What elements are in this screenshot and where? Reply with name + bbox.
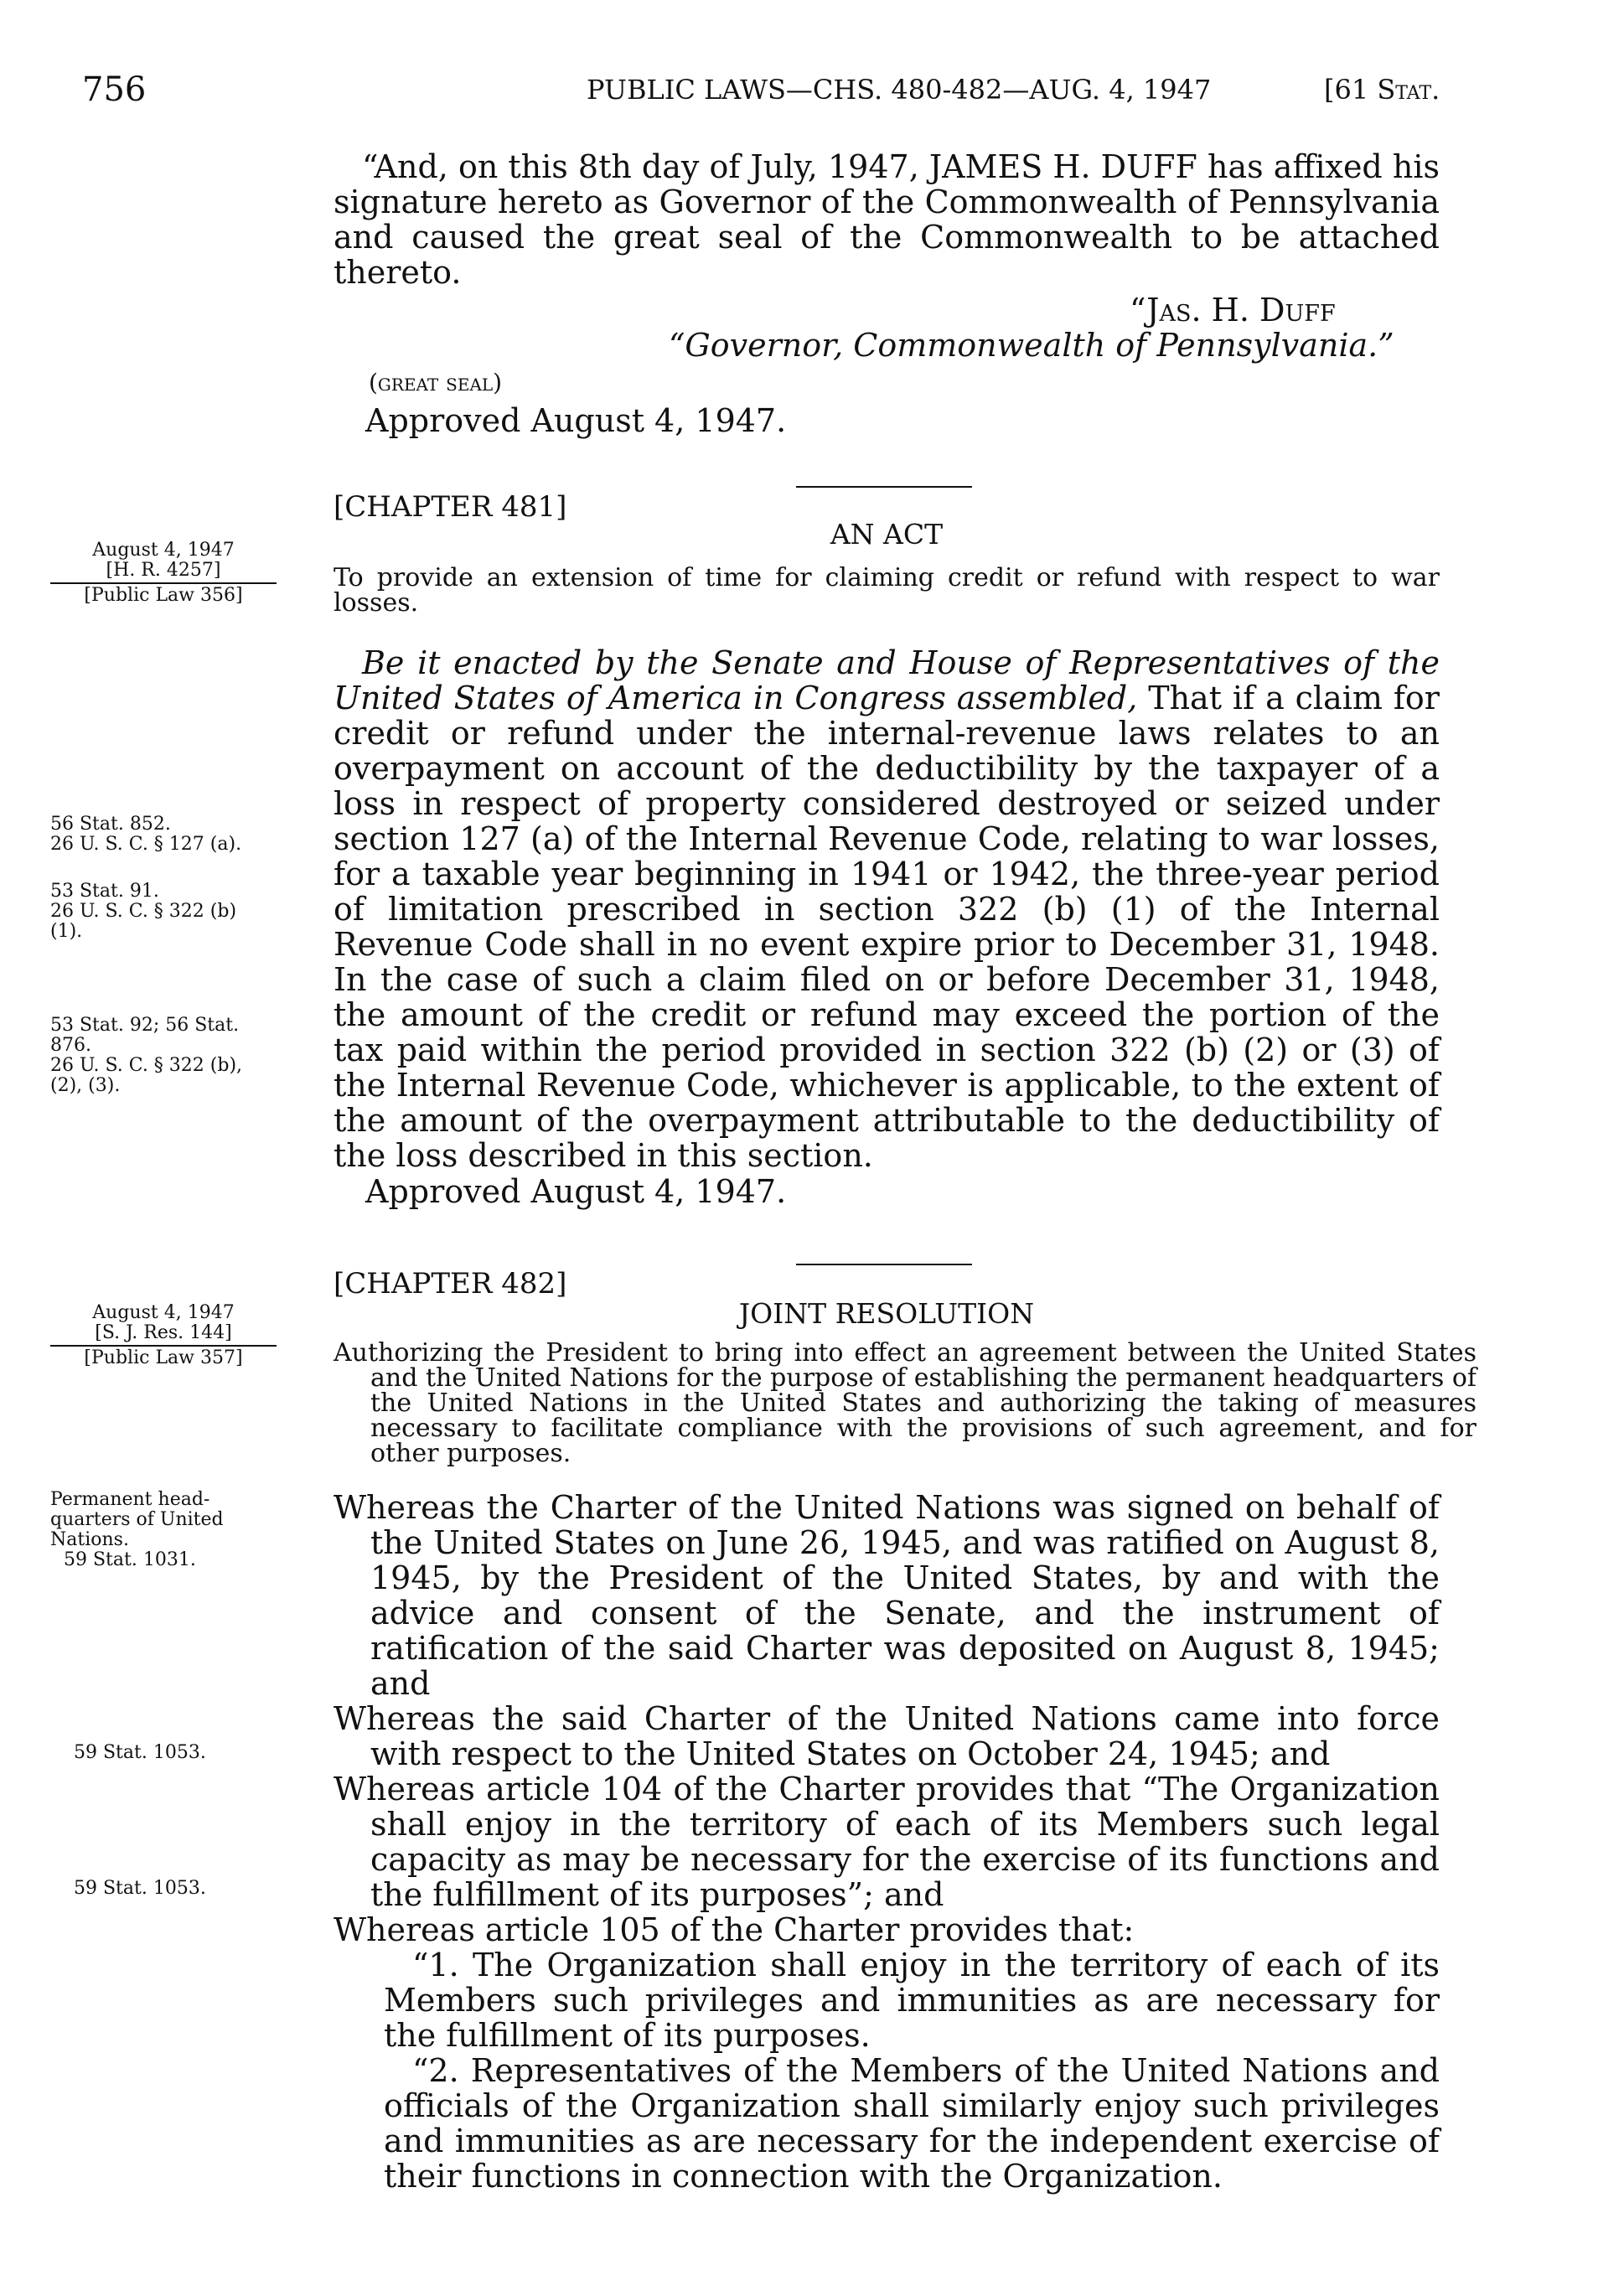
great-seal-notation: (great seal) [369, 369, 503, 396]
margin-rule [50, 582, 277, 584]
chapter-481-approved: Approved August 4, 1947. [365, 1173, 787, 1210]
chapter-482-label: [CHAPTER 482] [334, 1267, 567, 1301]
chapter-481-text: That if a claim for credit or refund under the internal-revenue laws relates to an overpayment on account of the deductibility by the taxpayer of a loss in respect of property considered destroyed or seized under section 127 (a) of the Internal Revenue Code, relating to war losses, for a taxable year beginning in 1941 or 1942, the three-year period of limitation prescribed in section 322 (b) (1) of the Internal Revenue Code shall in no event expire prior to December 31, 1948. In the case of such a claim filed on or before December 31, 1948, the amount of the credit or refund may exceed the portion of the tax paid within the period provided in section 322 (b) (2) or (3) of the Internal Revenue Code, whichever is applicable, to the extent of the amount of the overpayment attributable to the deductibility of the loss described in this section. [334, 680, 1440, 1174]
signature-title: “Governor, Commonwealth of Pennsylvania.” [669, 327, 1394, 364]
section-divider [796, 486, 972, 488]
margin-bill-number: [S. J. Res. 144] [95, 1322, 232, 1343]
chapter-482-margin-citation [50, 1303, 277, 1368]
margin-public-law: [Public Law 356] [84, 585, 243, 606]
quoted-paragraph-1: “1. The Organization shall enjoy in the territory of each of its Members such privileges and immunities as are necessary for the fulfillment of its purposes. [384, 1947, 1440, 2054]
margin-note-article-105: 59 Stat. 1053. [74, 1878, 206, 1899]
margin-date: August 4, 1947 [92, 1302, 235, 1323]
chapter-481-label: [CHAPTER 481] [334, 490, 567, 524]
margin-note-limitation: 53 Stat. 91. 26 U. S. C. § 322 (b) (1). [50, 881, 237, 942]
margin-note-headquarters: Permanent head- quarters of United Nations. 59 Stat. 1031. [50, 1489, 224, 1570]
margin-note-war-losses: 56 Stat. 852. 26 U. S. C. § 127 (a). [50, 814, 242, 855]
section-divider [796, 1264, 972, 1265]
chapter-482-caption: Authorizing the President to bring into effect an agreement between the United States and the United Nations for the purpose of establishing the permanent headquarters of the United Nations in the United States and authorizing the taking of measures necessary to facilitate compliance with the provisions of such agreement, and for other purposes. [334, 1338, 1476, 1468]
margin-rule [50, 1345, 277, 1347]
closing-paragraph: “And, on this 8th day of July, 1947, JAMES H. DUFF has affixed his signature hereto as Governor of the Commonwealth of Pennsylvania and caused the great seal of the Commonwealth to be attached thereto. [334, 148, 1440, 291]
whereas-clause-2: Whereas the said Charter of the United Nations came into force with respect to the United States on October 24, 1945; and [334, 1700, 1440, 1772]
chapter-482-body [334, 1490, 1440, 2194]
chapter-481-act-title: AN ACT [830, 518, 944, 551]
whereas-clause-1: Whereas the Charter of the United Nations was signed on behalf of the United States on June 26, 1945, and was ratified on August 8, 1945, by the President of the United States, by and with the advice and consent of the Senate, and the instrument of ratification of the said Charter was deposited on August 8, 1945; and [334, 1489, 1440, 1702]
margin-date: August 4, 1947 [92, 540, 235, 561]
chapter-481-body [334, 645, 1440, 1173]
whereas-clause-4: Whereas article 105 of the Charter provides that: [334, 1911, 1135, 1948]
chapter-482-resolution-title: JOINT RESOLUTION [738, 1297, 1035, 1330]
enacting-clause: Be it enacted by the Senate and House of Representatives of the United States of America in Congress assembled, [334, 644, 1440, 716]
signature-name: “Jas. H. Duff [1130, 292, 1336, 328]
chapter-481-caption: To provide an extension of time for claiming credit or refund with respect to war losses. [334, 563, 1440, 618]
margin-note-article-104: 59 Stat. 1053. [74, 1742, 206, 1763]
quoted-paragraph-2: “2. Representatives of the Members of the United Nations and officials of the Organization shall similarly enjoy such privileges and immunities as are necessary for the independent exercise of their functions in connection with the Organization. [384, 2052, 1440, 2195]
chapter-481-margin-citation [50, 540, 277, 606]
running-title: PUBLIC LAWS—CHS. 480-482—AUG. 4, 1947 [587, 74, 1212, 106]
volume-citation: [61 Stat. [1324, 74, 1440, 106]
margin-note-refund-period: 53 Stat. 92; 56 Stat. 876. 26 U. S. C. § 322 (b), (2), (3). [50, 1015, 243, 1096]
margin-public-law: [Public Law 357] [84, 1347, 243, 1368]
chapter-480-approved: Approved August 4, 1947. [365, 402, 787, 439]
page-number: 756 [82, 70, 147, 109]
chapter-480-closing [334, 149, 1440, 290]
margin-bill-number: [H. R. 4257] [106, 560, 221, 581]
whereas-clause-3: Whereas article 104 of the Charter provides that “The Organization shall enjoy in the territory of each of its Members such legal capacity as may be necessary for the exercise of its functions and the fulfillment of its purposes”; and [334, 1771, 1440, 1913]
